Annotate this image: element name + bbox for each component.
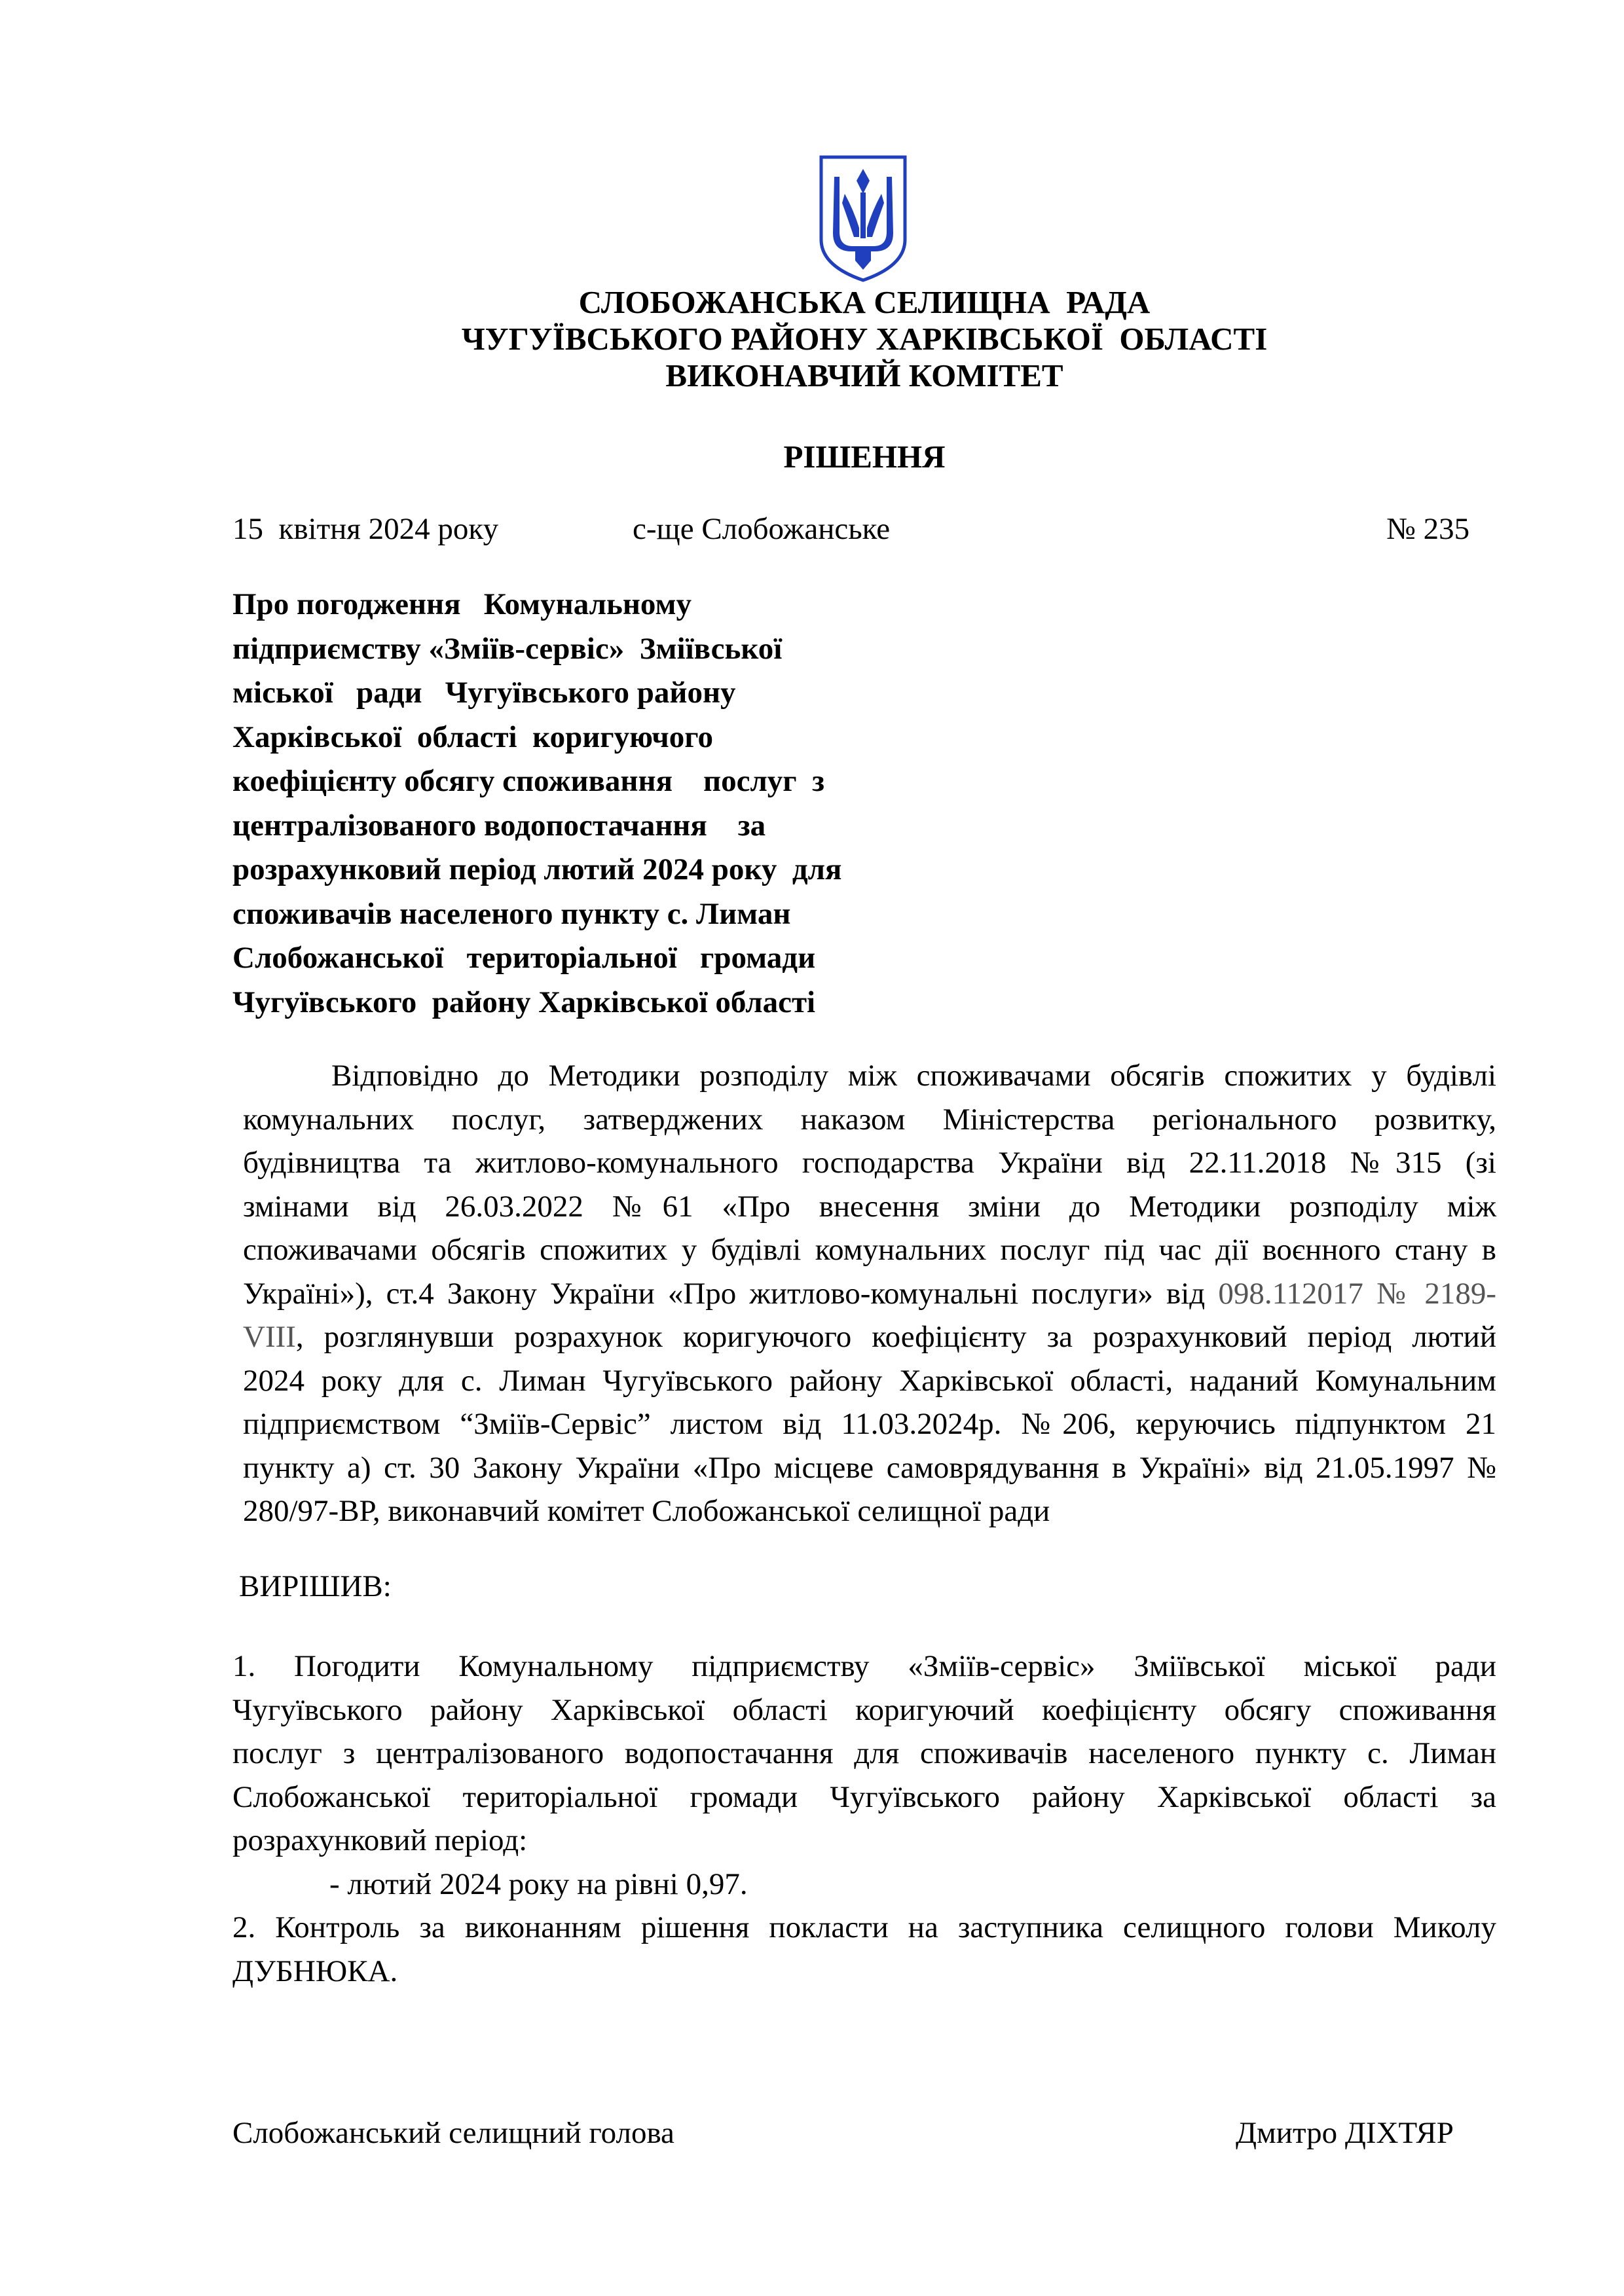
decision-number: № 235 [1386,512,1470,546]
subject-line: споживачів населеного пункту с. Лиман [232,896,791,931]
subject-line: коефіцієнту обсягу споживання послуг з [232,764,825,798]
preamble-line: комунальних послуг, затверджених наказом Міністерства регіонального розвитку, [243,1102,1496,1137]
point-1-line: розрахунковий період: [232,1823,528,1857]
authority-header [232,284,1496,394]
subject-line: Про погодження Комунальному [232,587,692,621]
point-2-line: ДУБНЮКА. [232,1954,398,1988]
law-reference: VIII [243,1320,296,1354]
decision-place: с-ще Слобожанське [633,512,891,546]
subject-line: Слобожанської територіальної громади [232,941,816,975]
preamble-text: , розглянувши розрахунок коригуючого коефіцієнту за розрахунковий період лютий [295,1320,1496,1354]
preamble-line: будівництва та житлово-комунального господарства України від 22.11.2018 №315 (зі [243,1146,1496,1180]
point-1-line: послуг з централізованого водопостачання для споживачів населеного пункту с. Лиман [232,1736,1496,1770]
document-type: РІШЕННЯ [783,439,946,475]
preamble-line: пункту а) ст. 30 Закону України «Про місцеве самоврядування в Україні» від 21.05.1997 № [243,1450,1496,1485]
preamble-line: споживачами обсягів спожитих у будівлі комунальних послуг під час дії воєнного стану в [243,1233,1496,1267]
signature-position: Слобожанський селищний голова [232,2116,674,2150]
header-executive-committee: ВИКОНАВЧИЙ КОМІТЕТ [665,357,1063,393]
decision-subject [232,583,953,1025]
subject-line: Харківської області коригуючого [232,720,713,754]
point-1-line: 1. Погодити Комунальному підприємству «Зміїв-сервіс» Зміївської міської ради [232,1649,1496,1683]
subject-line: міської ради Чугуївського району [232,676,736,710]
preamble-line: 280/97-ВР, виконавчий комітет Слобожанської селищної ради [243,1494,1050,1528]
header-council-name: СЛОБОЖАНСЬКА СЕЛИЩНА РАДА [578,284,1151,320]
subject-line: підприємству «Зміїв-сервіс» Зміївської [232,631,783,666]
decision-date: 15 квітня 2024 року [232,512,499,546]
decision-points [232,1645,1496,1993]
preamble-text: Україні»), ст.4 Закону України «Про житлово-комунальні послуги» від [243,1276,1219,1311]
point-1-line: Слобожанської територіальної громади Чугуївського району Харківської області за [232,1779,1496,1814]
preamble-paragraph [243,1054,1496,1533]
preamble-line [243,1272,1496,1316]
signature-name: Дмитро ДІХТЯР [1236,2116,1454,2150]
preamble-line: 2024 року для с. Лиман Чугуївського району Харківської області, наданий Комунальним [243,1363,1496,1398]
law-reference: 098.112017 № 2189- [1218,1276,1497,1311]
point-2-line: 2. Контроль за виконанням рішення покласти на заступника селищного голови Миколу [232,1910,1496,1944]
preamble-line [243,1315,1496,1359]
header-district: ЧУГУЇВСЬКОГО РАЙОНУ ХАРКІВСЬКОЇ ОБЛАСТІ [461,321,1268,357]
point-1-subitem: - лютий 2024 року на рівні 0,97. [329,1867,748,1901]
subject-line: розрахунковий період лютий 2024 року для [232,852,842,886]
preamble-line: підприємством “Зміїв-Сервіс” листом від 11.03.2024р. №206, керуючись підпунктом 21 [243,1407,1496,1441]
point-1-line: Чугуївського району Харківської області коригуючий коефіцієнту обсягу споживання [232,1692,1496,1727]
decided-label: ВИРІШИВ: [239,1569,392,1603]
trident-coat-of-arms-icon [819,155,908,283]
subject-line: Чугуївського району Харківської області [232,985,816,1019]
preamble-line: Відповідно до Методики розподілу між споживачами обсягів спожитих у будівлі [331,1059,1496,1093]
subject-line: централізованого водопостачання за [232,808,766,843]
preamble-line: змінами від 26.03.2022 №61 «Про внесення зміни до Методики розподілу між [243,1189,1496,1224]
